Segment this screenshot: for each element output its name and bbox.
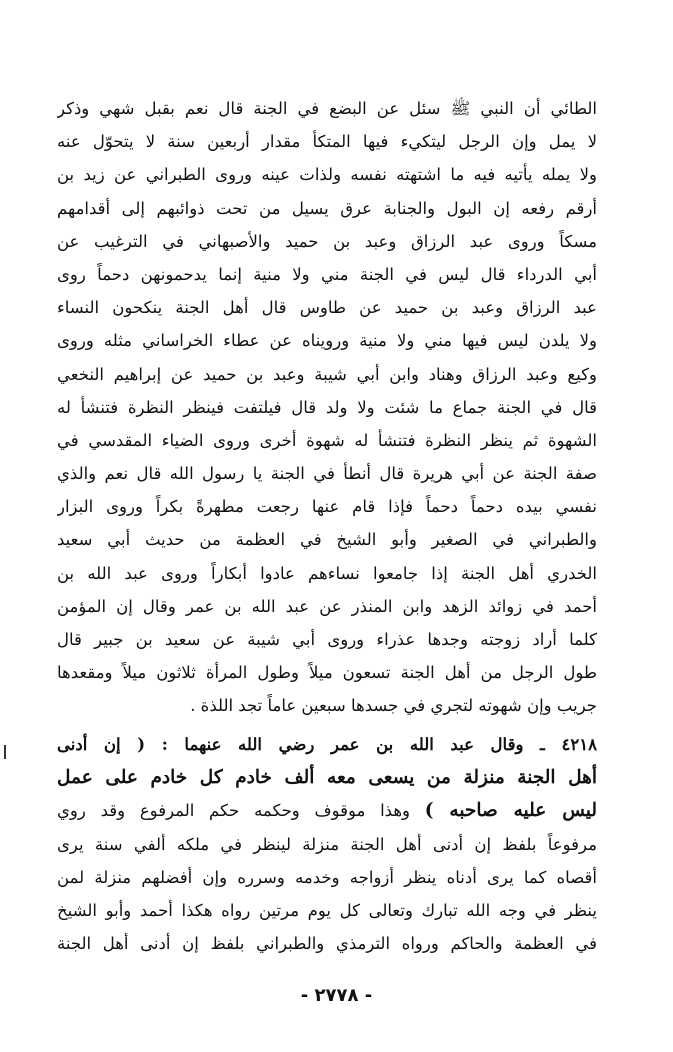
commentary-text: وهذا موقوف وحكمه حكم المرفوع وقد روي <box>57 801 425 821</box>
text-line: لا يمل وإن الرجل ليتكيء فيها المتكأ مقدار أربعين سنة لا يتحوّل عنه <box>57 132 597 152</box>
text-line: أبي الدرداء قال ليس في الجنة مني ولا منية إنما يدحمونهن دحماً روى <box>57 264 597 284</box>
margin-tick-mark <box>4 745 6 759</box>
text-line: أرقم رفعه إن البول والجنابة عرق يسيل من تحت ذوائبهم إلى أقدامهم <box>57 198 597 218</box>
text-line: نفسي بيده دحماً دحماً فإذا قام عنها رجعت مطهرةً بكراً وروى البزار <box>57 497 597 517</box>
paragraph-number: ٤٢١٨ <box>561 735 597 754</box>
text-line: جريب وإن شهوته لتجري في جسدها سبعين عاماً تجد اللذة . <box>190 696 597 716</box>
text-line: الطائي أن النبي ﷺ سئل عن البضع في الجنة قال نعم بقبل شهي وذكر <box>57 99 597 118</box>
text-line: أحمد في زوائد الزهد وابن المنذر عن عبد الله بن عمر وقال إن المؤمن <box>57 596 597 616</box>
text-line: ينظر في وجه الله تبارك وتعالى كل يوم مرتين رواه هكذا أحمد وأبو الشيخ <box>57 900 597 920</box>
text-line: وكيع وعبد الرزاق وهناد وابن أبي شيبة وعبد بن حميد عن إبراهيم النخعي <box>57 364 597 384</box>
text-line: كلما أراد زوجته وجدها عذراء وروى أبي شيبة عن سعيد بن جبير قال <box>57 630 597 649</box>
quoted-text-end: ليس عليه صاحبه ) <box>424 800 597 822</box>
text-line: عبد الرزاق وعبد بن حميد عن طاوس قال أهل الجنة ينكحون النساء <box>57 298 597 318</box>
text-line: ولا يمله يأتيه فيه ما اشتهته نفسه ولذات عينه وروى الطبراني عن زيد بن <box>57 165 597 185</box>
paragraph-4218 <box>57 728 597 960</box>
text-line: صفة الجنة عن أبي هريرة قال أنطأ في الجنة يا رسول الله قال نعم والذي <box>57 464 597 484</box>
paragraph-intro: ـ وقال عبد الله بن عمر رضي الله عنهما : ( إن أدنى <box>57 735 545 754</box>
paragraph-heading-line <box>57 728 597 761</box>
quoted-text-line: أهل الجنة منزلة من يسعى معه ألف خادم كل خادم على عمل <box>57 767 597 789</box>
text-line: أقصاه كما يرى أدناه ينظر أزواجه وخدمه وسرره وإن أفضلهم منزلة لمن <box>57 867 597 887</box>
text-line: الشهوة ثم ينظر النظرة فتنشأ له شهوة أخرى وروى الضياء المقدسي في <box>57 430 597 450</box>
quote-end-line <box>57 794 597 827</box>
paragraph-hadith-commentary <box>57 92 597 723</box>
text-line: مرفوعاً بلفظ إن أدنى أهل الجنة منزلة لينظر في ملكه ألفي سنة يرى <box>57 834 597 854</box>
text-line: طول الرجل من أهل الجنة تسعون ميلاً وطول المرأة ثلاثون ميلاً ومقعدها <box>57 663 597 683</box>
text-line: قال في الجنة جماع ما شئت ولا ولد قال فيلتفت فينظر النظرة فتنشأ له <box>57 397 597 417</box>
text-line: في العظمة والحاكم ورواه الترمذي والطبراني بلفظ إن أدنى أهل الجنة <box>57 934 597 954</box>
page-number: - ٢٧٧٨ - <box>300 985 373 1006</box>
text-line: والطبراني في الصغير وأبو الشيخ في العظمة من حديث أبي سعيد <box>57 530 597 550</box>
text-line: الخدري أهل الجنة إذا جامعوا نساءهم عادوا أبكاراً وروى عبد الله بن <box>57 563 597 583</box>
text-line: ولا يلدن ليس فيها مني ولا منية ورويناه عن عطاء الخراساني مثله وروى <box>57 331 597 351</box>
text-line: مسكاً وروى عبد الرزاق وعبد بن حميد والأصبهاني في الترغيب عن <box>57 231 597 251</box>
